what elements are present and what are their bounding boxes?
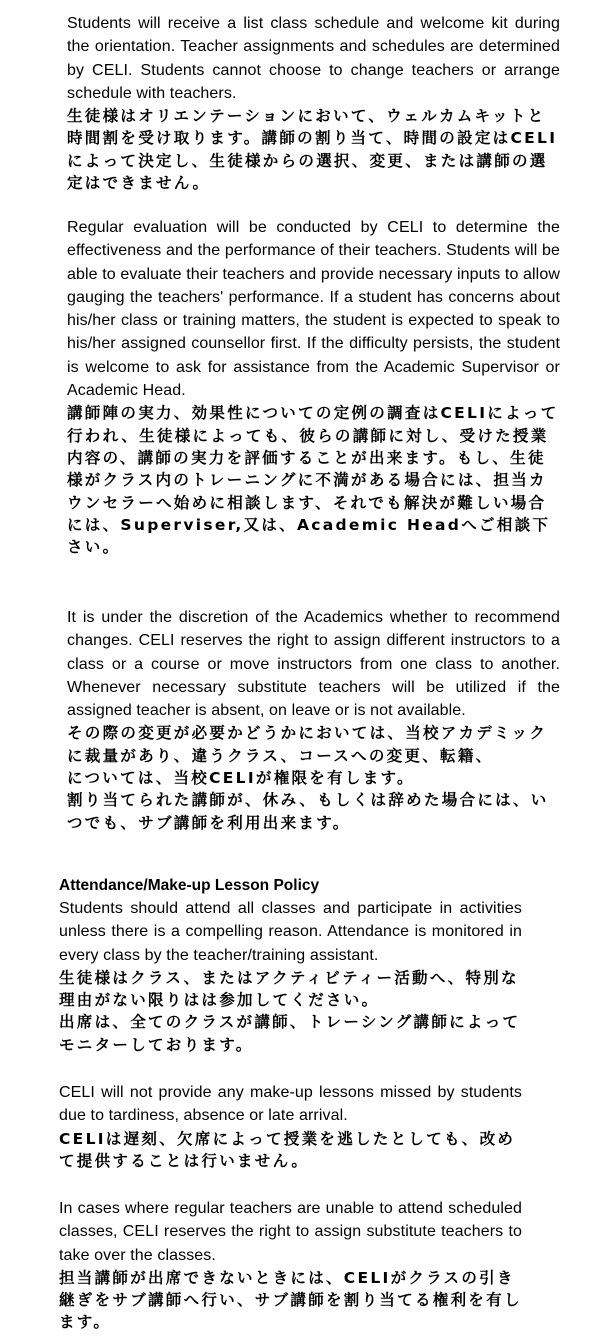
discretion-paragraph-jp-2: については、当校CELIが権限を有します。 bbox=[67, 769, 415, 788]
makeup-section bbox=[59, 1081, 522, 1172]
attendance-heading: Attendance/Make-up Lesson Policy bbox=[59, 877, 320, 894]
schedule-section bbox=[67, 12, 560, 194]
makeup-paragraph-en: CELI will not provide any make-up lessons missed by students due to tardiness, absence or late arrival. bbox=[59, 1084, 522, 1125]
attendance-paragraph-jp-1: 生徒様はクラス、またはアクティビティー活動へ、特別な理由がない限りはは参加してください。 bbox=[59, 968, 519, 1010]
attendance-section bbox=[59, 875, 522, 1056]
substitute-paragraph-en: In cases where regular teachers are unable to attend scheduled classes, CELI reserves the right to assign substitute teachers to take over the classes. bbox=[59, 1200, 522, 1264]
schedule-paragraph-en: Students will receive a list class schedule and welcome kit during the orientation. Teacher assignments and schedules are determined by CELI. Students cannot choose to change teachers or arrange schedule with teachers. bbox=[67, 15, 560, 102]
discretion-paragraph-en: It is under the discretion of the Academics whether to recommend changes. CELI reserves the right to assign different instructors to a class or a course or move instructors from one class to another. Whenever necessary substitute teachers will be utilized if the assigned teacher is absent, on leave or is not available. bbox=[67, 609, 560, 720]
evaluation-paragraph-en: Regular evaluation will be conducted by CELI to determine the effectiveness and the performance of their teachers. Students will be able to evaluate their teachers and provide necessary inputs to allow gauging the teachers' performance. If a student has concerns about his/her class or training matters, the student is expected to speak to his/her assigned counsellor first. If the difficulty persists, the student is welcome to ask for assistance from the Academic Supervisor or Academic Head. bbox=[67, 219, 560, 400]
substitute-paragraph-jp: 担当講師が出席できないときには、CELIがクラスの引き継ぎをサブ講師へ行い、サブ講師を割り当てる権利を有します。 bbox=[59, 1268, 522, 1332]
makeup-paragraph-jp: CELIは遅刻、欠席によって授業を逃したとしても、改めて提供することは行いません。 bbox=[59, 1129, 516, 1170]
evaluation-paragraph-jp: 講師陣の実力、効果性についての定例の調査はCELIによって行われ、生徒様によっても、彼らの講師に対し、受けた授業内容の、講師の実力を評価することが出来ます。もし、生徒様がクラス内のトレーニングに不満がある場合には、担当カウンセラーへ始めに相談します、それでも解決が難しい場合には、Superviser,又は、Academic Headへご相談下さい。 bbox=[67, 404, 559, 557]
substitute-section bbox=[59, 1197, 522, 1334]
schedule-paragraph-jp: 生徒様はオリエンテーションにおいて、ウェルカムキットと時間割を受け取ります。講師の割り当て、時間の設定はCELIによって決定し、生徒様からの選択、変更、または講師の選定はできません。 bbox=[67, 107, 558, 193]
attendance-paragraph-jp-2: 出席は、全てのクラスが講師、トレーシング講師によってモニターしております。 bbox=[59, 1013, 521, 1054]
discretion-section bbox=[67, 606, 560, 834]
discretion-paragraph-jp-3: 割り当てられた講師が、休み、もしくは辞めた場合には、いつでも、サブ講師を利用出来ます。 bbox=[67, 791, 549, 832]
discretion-paragraph-jp-1: その際の変更が必要かどうかにおいては、当校アカデミックに裁量があり、違うクラス、コースへの変更、転籍、 bbox=[67, 724, 548, 765]
evaluation-section bbox=[67, 216, 560, 558]
attendance-paragraph-en: Students should attend all classes and participate in activities unless there is a compelling reason. Attendance is monitored in every class by the teacher/training assistant. bbox=[59, 900, 522, 964]
